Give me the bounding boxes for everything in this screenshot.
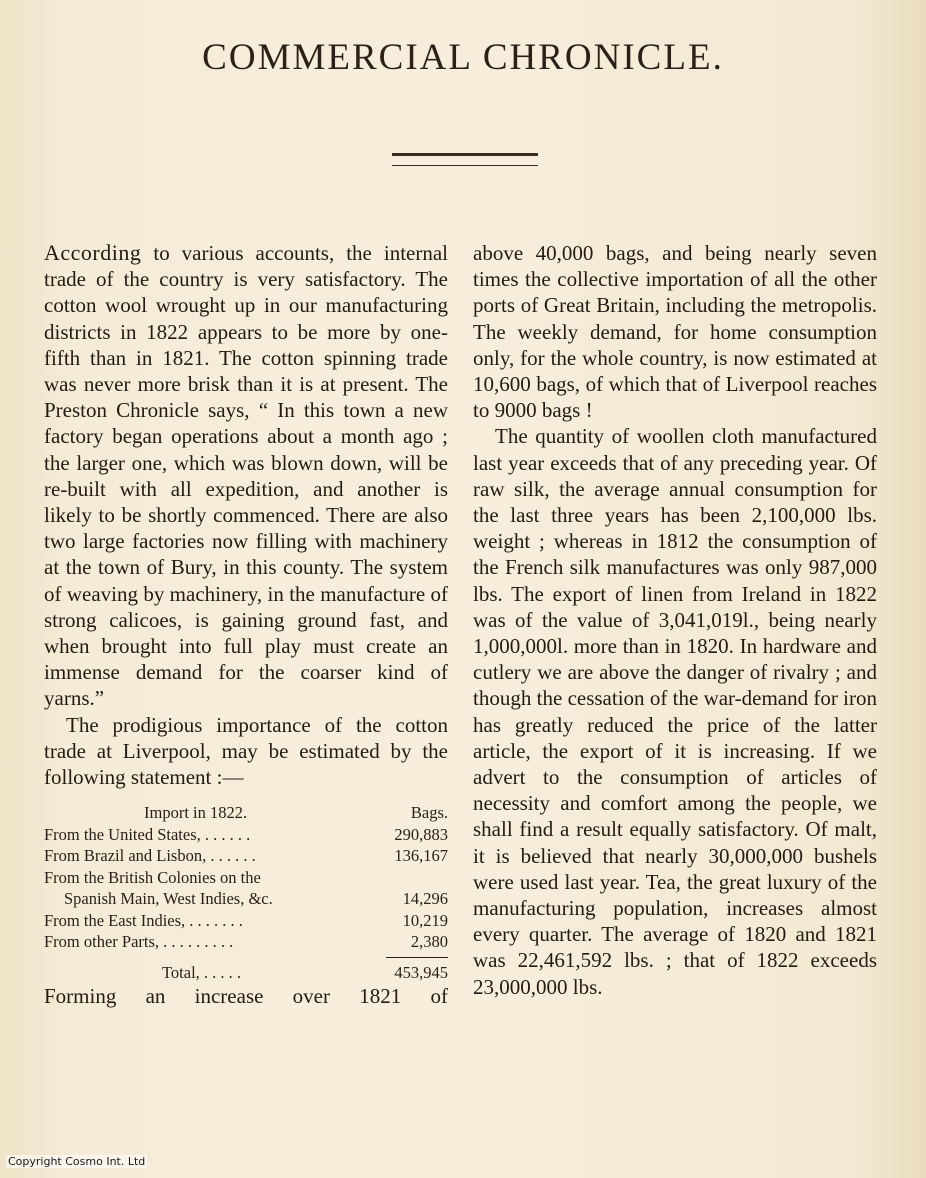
table-row-value: 10,219: [402, 910, 448, 930]
right-column: [473, 240, 877, 1000]
table-row-label: From Brazil and Lisbon, . . . . . .: [44, 846, 256, 866]
table-row-label: From other Parts, . . . . . . . . .: [44, 932, 234, 952]
total-rule: [386, 957, 448, 958]
table-row: [44, 931, 448, 953]
table-row: [44, 845, 448, 867]
left-paragraph-2: The prodigious importance of the cotton trade at Liverpool, may be estimated by the following statement :—: [44, 712, 448, 790]
table-row-value: [378, 867, 448, 889]
table-row: [44, 888, 448, 910]
table-row: [44, 867, 448, 889]
table-total-value: 453,945: [394, 962, 448, 982]
title-rule: [392, 153, 538, 166]
left-paragraph-1: [44, 240, 448, 712]
left-paragraph-1-text: to various accounts, the internal trade of the country is very satisfactory. The cotton wool wrought up in our manufacturing districts in 1822 appears to be more by one-fifth than in 1821. The cotton spinning trade was never more brisk than it is at present. The Preston Chronicle says, “ In this town a new factory began operations about a month ago ; the larger one, which was blown down, will be re-built with all expedition, and another is likely to be shortly commenced. There are also two large factories now filling with machinery at the town of Bury, in this county. The system of weaving by machinery, in the manufacture of strong calicoes, is gaining ground fast, and when brought into full play must create an immense demand for the coarser kind of yarns.”: [44, 241, 448, 711]
import-table-header-label: Import in 1822.: [144, 803, 248, 823]
table-row-value: 2,380: [410, 932, 448, 952]
table-row-label: Spanish Main, West Indies, &c.: [64, 889, 273, 909]
left-column: [44, 240, 448, 1009]
left-paragraph-3: Forming an increase over 1821 of: [44, 984, 448, 1009]
copyright-notice: Copyright Cosmo Int. Ltd: [8, 1155, 146, 1168]
import-table-header-unit: Bags.: [410, 803, 448, 823]
dropcap-word: According: [44, 240, 142, 265]
table-total-label: Total, . . . . .: [162, 962, 242, 982]
table-row-label: From the East Indies, . . . . . . .: [44, 910, 243, 930]
table-row-value: 136,167: [394, 846, 448, 866]
table-row: [44, 910, 448, 932]
import-table-header: [44, 802, 448, 824]
table-row-value: 14,296: [402, 889, 448, 909]
table-row-label: From the United States, . . . . . .: [44, 824, 251, 844]
table-total-row: [44, 962, 448, 984]
page-title: COMMERCIAL CHRONICLE.: [202, 37, 724, 78]
table-row: [44, 824, 448, 846]
table-row-value: 290,883: [394, 824, 448, 844]
table-row-label: From the British Colonies on the: [44, 867, 261, 887]
right-paragraph-2: The quantity of woollen cloth manufactured last year exceeds that of any preceding year. Of raw silk, the average annual consumption for the last three years has been 2,100,000 lbs. weight ; whereas in 1812 the consumption of the French silk manufactures was only 987,000 lbs. The export of linen from Ireland in 1822 was of the value of 3,041,019l., being nearly 1,000,000l. more than in 1820. In hardware and cutlery we are above the danger of rivalry ; and though the cessation of the war-demand for iron has greatly reduced the price of the latter article, the export of it is increasing. If we advert to the consumption of articles of necessity and comfort among the people, we shall find a result equally satisfactory. Of malt, it is believed that nearly 30,000,000 bushels were used last year. Tea, the great luxury of the manufacturing population, increases almost every quarter. The average of 1820 and 1821 was 22,461,592 lbs. ; that of 1822 exceeds 23,000,000 lbs.: [473, 424, 877, 999]
right-paragraph-1: above 40,000 bags, and being nearly seven times the collective importation of all the other ports of Great Britain, including the metropolis. The weekly demand, for home consumption only, for the whole country, is now estimated at 10,600 bags, of which that of Liverpool reaches to 9000 bags !: [473, 241, 877, 423]
import-table: [44, 802, 448, 983]
